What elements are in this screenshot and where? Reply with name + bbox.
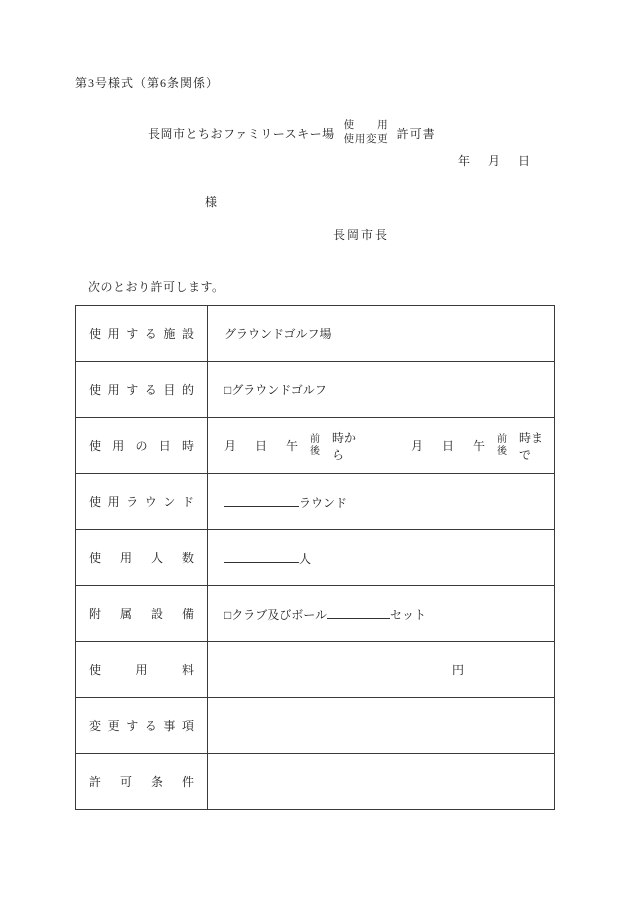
am-pm-stack: [310, 434, 320, 457]
table-row-purpose: [76, 362, 555, 418]
row-value: [208, 530, 555, 586]
permit-table: [75, 305, 555, 810]
people-suffix: 人: [299, 551, 312, 566]
row-label: 変更する事項: [76, 698, 208, 754]
pm-label: 後: [310, 445, 321, 457]
checkbox-option: □グラウンドゴルフ: [224, 383, 327, 397]
row-value: [208, 754, 555, 810]
date-line: 年 月 日: [458, 154, 534, 168]
month-label: 月: [224, 439, 237, 453]
table-row-datetime: [76, 418, 555, 474]
table-row-conditions: [76, 754, 555, 810]
row-value: [208, 698, 555, 754]
fill-in-line: [224, 493, 299, 507]
equipment-checkbox-text: □クラブ及びボール: [224, 607, 328, 622]
am-pm-stack: [497, 434, 507, 457]
intro-text: 次のとおり許可します。: [88, 280, 225, 294]
row-value: [208, 586, 555, 642]
time-from-label: 時から: [332, 430, 357, 462]
row-value: [208, 474, 555, 530]
row-label: 使用ラウンド: [76, 474, 208, 530]
month-label: 月: [411, 439, 424, 453]
row-value: [208, 642, 555, 698]
noon-label: 午: [473, 439, 486, 453]
use-or-change-stack: [344, 119, 388, 147]
row-value: グラウンドゴルフ場: [208, 306, 555, 362]
form-number: 第3号様式（第6条関係）: [75, 76, 220, 90]
am-label: 前: [310, 434, 321, 445]
am-label: 前: [497, 434, 508, 445]
row-value: [208, 362, 555, 418]
row-label: 許可条件: [76, 754, 208, 810]
table-row-changes: [76, 698, 555, 754]
table-row-fee: [76, 642, 555, 698]
row-label: 使用の日時: [76, 418, 208, 474]
day-label: 日: [255, 439, 268, 453]
pm-label: 後: [497, 445, 508, 457]
row-label: 使用する目的: [76, 362, 208, 418]
fill-in-line: [327, 605, 390, 619]
addressee-sama: 様: [205, 195, 218, 209]
permit-label: 許可書: [396, 126, 436, 141]
table-row-people: [76, 530, 555, 586]
facility-name: 長岡市とちおファミリースキー場: [148, 126, 335, 141]
row-label: 使用する施設: [76, 306, 208, 362]
table-row-rounds: [76, 474, 555, 530]
time-to-label: 時まで: [519, 430, 544, 462]
row-label: 附属設備: [76, 586, 208, 642]
rounds-suffix: ラウンド: [299, 495, 348, 510]
use-label: 使 用: [343, 119, 388, 131]
day-label: 日: [442, 439, 455, 453]
issuer-mayor: 長岡市長: [333, 228, 390, 242]
row-label: 使用料: [76, 642, 208, 698]
fill-in-line: [224, 549, 299, 563]
table-row-facility: [76, 306, 555, 362]
equipment-suffix: セット: [390, 607, 427, 622]
datetime-fields: [224, 429, 546, 463]
use-change-label: 使用変更: [343, 134, 388, 145]
yen-label: 円: [452, 663, 465, 677]
row-value: [208, 418, 555, 474]
document-title: [148, 116, 436, 150]
table-row-equipment: [76, 586, 555, 642]
noon-label: 午: [286, 439, 299, 453]
row-label: 使用人数: [76, 530, 208, 586]
